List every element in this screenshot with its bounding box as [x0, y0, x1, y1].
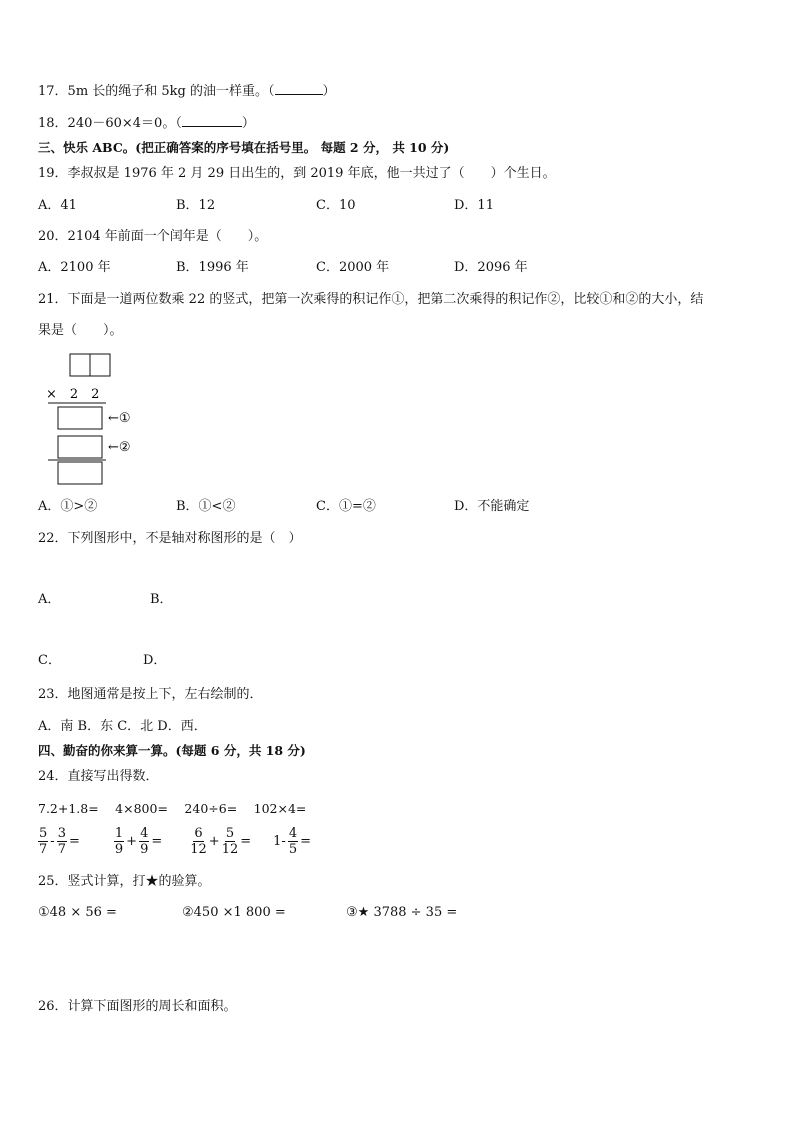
partial-product-1-box[interactable] [58, 407, 102, 429]
q19-option-d[interactable]: D．11 [454, 198, 494, 213]
fraction-4-5: $\frac{4}{5}$ [288, 826, 298, 857]
multiplier-row: × 2 2 [46, 387, 100, 402]
section-4-heading: 四、勤奋的你来算一算。(每题 6 分，共 18 分) [38, 743, 306, 758]
question-19-text: 19．李叔叔是 1976 年 2 月 29 日出生的，到 2019 年底，他一共过了（ ）个生日。 [38, 166, 556, 181]
q25-item-2: ②450 ×1 800 = [182, 905, 286, 920]
q19-option-a[interactable]: A．41 [38, 198, 77, 213]
question-17: 17．5m 长的绳子和 5kg 的油一样重。（ ） [38, 84, 336, 99]
question-22-text: 22．下列图形中，不是轴对称图形的是（ ） [38, 531, 302, 546]
question-25-text: 25．竖式计算，打★的验算。 [38, 874, 211, 889]
q20-option-b[interactable]: B．1996 年 [176, 260, 249, 275]
vertical-multiplication-diagram [38, 352, 168, 488]
final-product-box[interactable] [58, 462, 102, 484]
q21-option-b[interactable]: B．①<② [176, 499, 236, 514]
q21-option-d[interactable]: D．不能确定 [454, 499, 530, 514]
section-3-heading: 三、快乐 ABC。(把正确答案的序号填在括号里。 每题 2 分， 共 10 分) [38, 140, 450, 155]
question-17-text: 17．5m 长的绳子和 5kg 的油一样重。（ [38, 84, 275, 99]
q20-option-a[interactable]: A．2100 年 [38, 260, 111, 275]
answer-blank-17[interactable] [275, 82, 323, 95]
q20-option-c[interactable]: C．2000 年 [316, 260, 390, 275]
label-partial-2: ←② [108, 440, 131, 455]
question-21-text-line2: 果是（ ）。 [38, 323, 123, 338]
q19-option-b[interactable]: B．12 [176, 198, 216, 213]
q22-option-d[interactable]: D． [143, 653, 167, 668]
q24-row1-expressions: 7.2+1.8= 4×800= 240÷6= 102×4= [38, 801, 307, 816]
q20-option-d[interactable]: D．2096 年 [454, 260, 528, 275]
q22-option-a[interactable]: A． [38, 592, 61, 607]
question-24-text: 24．直接写出得数． [38, 769, 159, 784]
fraction-5-12: $\frac{5}{12}$ [221, 826, 239, 857]
question-23-text: 23．地图通常是按上下，左右绘制的． [38, 687, 263, 702]
q21-option-c[interactable]: C．①=② [316, 499, 376, 514]
digit-box-ones[interactable] [90, 354, 110, 376]
q22-option-b[interactable]: B． [150, 592, 173, 607]
question-26-text: 26．计算下面图形的周长和面积。 [38, 999, 237, 1014]
q22-option-c[interactable]: C． [38, 653, 61, 668]
q25-item-1: ①48 × 56 = [38, 905, 117, 920]
fraction-3-7: $\frac{3}{7}$ [57, 826, 66, 857]
answer-blank-18[interactable] [182, 114, 242, 127]
fraction-6-12: $\frac{6}{12}$ [190, 826, 207, 857]
partial-product-2-box[interactable] [58, 436, 102, 458]
q19-option-c[interactable]: C．10 [316, 198, 356, 213]
question-21-text-line1: 21．下面是一道两位数乘 22 的竖式，把第一次乘得的积记作①，把第二次乘得的积记作②，比较①和②的大小，结 [38, 292, 704, 307]
q24-fraction-row: $\frac{5}{7}$ - $\frac{3}{7}$ = $\frac{1}{9}$ + $\frac{4}{9}$ = $\frac{6}{12}$ + $\frac{5}{12}$ = 1- $\frac{4}{5}$ = [39, 826, 312, 857]
question-18: 18．240－60×4＝0。（ ） [38, 116, 255, 131]
fraction-1-9: $\frac{1}{9}$ [114, 826, 124, 857]
digit-box-tens[interactable] [70, 354, 90, 376]
label-partial-1: ←① [108, 411, 131, 426]
fraction-4-9: $\frac{4}{9}$ [140, 826, 149, 857]
question-20-text: 20．2104 年前面一个闰年是（ ）。 [38, 229, 268, 244]
q23-options[interactable]: A．南 B．东 C．北 D．西． [38, 719, 207, 734]
q25-item-3: ③★ 3788 ÷ 35 = [346, 905, 458, 920]
question-18-text: 18．240－60×4＝0。（ [38, 116, 182, 131]
q21-option-a[interactable]: A．①>② [38, 499, 98, 514]
fraction-5-7: $\frac{5}{7}$ [39, 826, 48, 857]
